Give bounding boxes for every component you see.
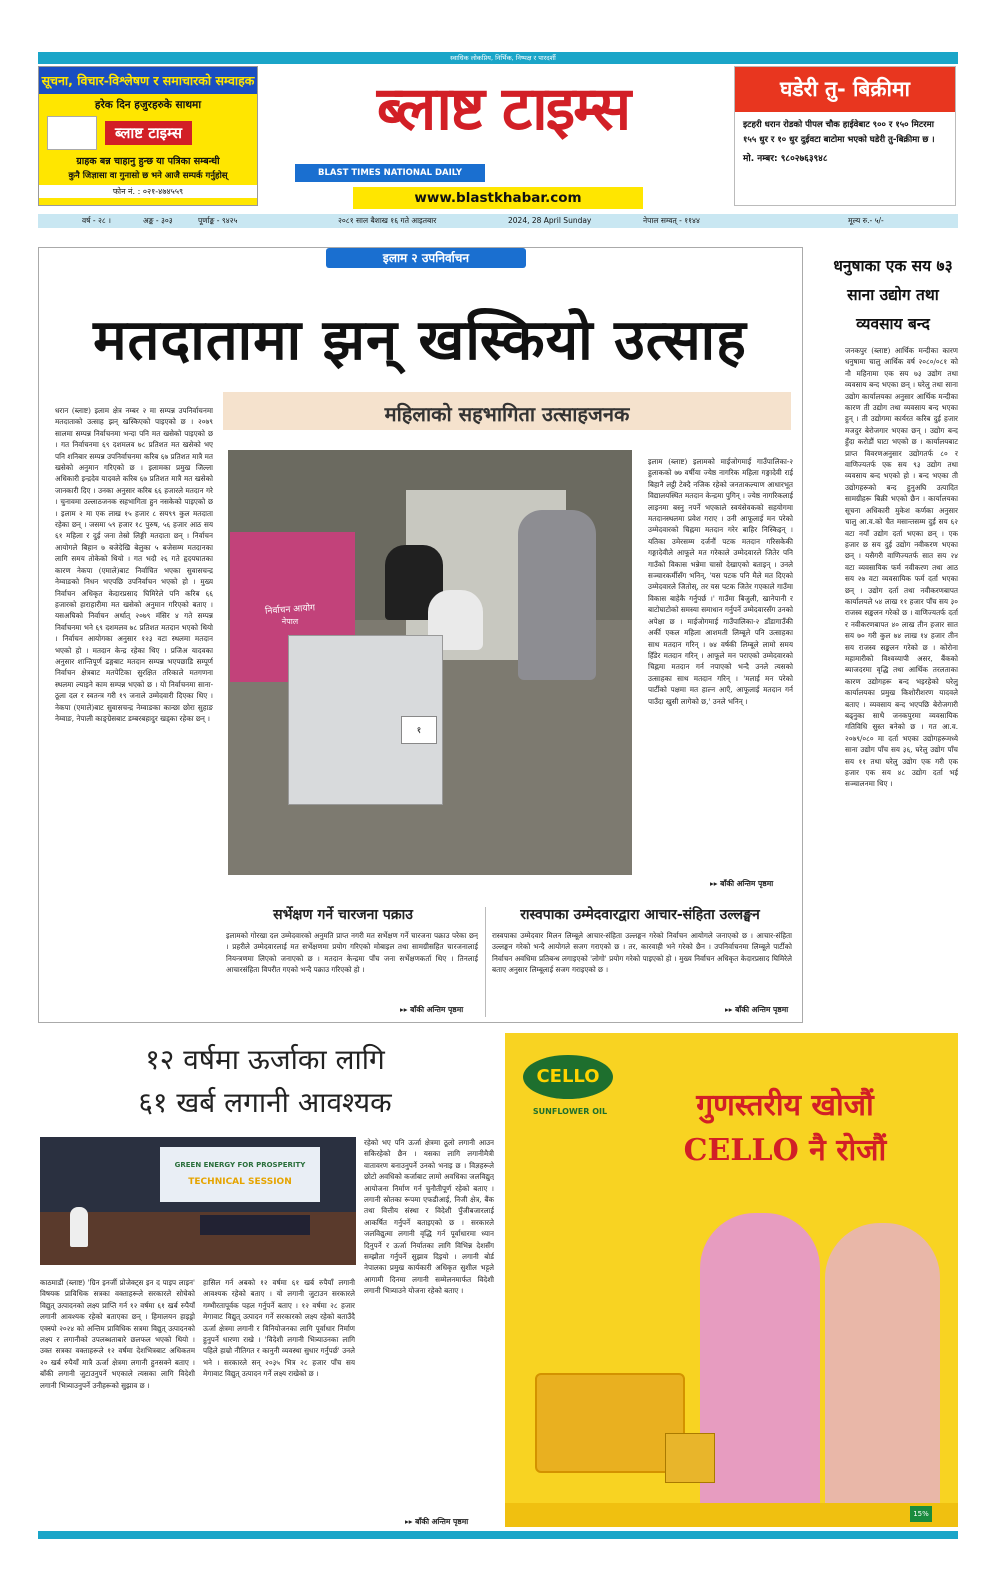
continued-link[interactable]: ▸▸ बाँकी अन्तिम पृष्ठमा xyxy=(725,1005,789,1014)
model-left xyxy=(700,1213,820,1513)
model-right xyxy=(825,1223,940,1513)
lead-article-body: धरान (ब्लाष्ट) इलाम क्षेत्र नम्बर २ मा सम्पन्न उपनिर्वाचनमा मतदाताको उत्साह झन् खस्किएको पाइएको छ । २०७९ सालमा सम्पन्न निर्वाचनमा भन्दा पनि मत खसेको पाइएको छ । गत निर्वाचनमा ६९ दशमलव ७८ प्रतिशत मत खसेको भए पनि शनिबार सम्पन्न उपनिर्वाचनमा करिब ६७ प्रतिशत मात्रै मत खसेको अनुमान गरिएको छ । इलामका प्रमुख जिल्ला अधिकारी इन्द्रदेव यादवले करिब ६७ प्रतिशत मात्रै मत खसेको जानकारी दिए । उनका अनुसार करिब ६६ हजारले मतदान गरे । चुनावमा उल्लाठजनक सहभागिता हुन नसकेको पाइएको छ । इलाम २ मा एक लाख १५ हजार ८ सय९९ कुल मतदाता रहेका छन् । जसमा ५९ हजार १८ पुरुष, ५६ हजार आठ सय ६१ महिला र दुई जना तेस्रो लिङ्गी मतदाता छन् । निर्वाचन आयोगले बिहान ७ बजेदेखि बेलुका ५ बजेसम्म मतदानका लागि समय तोकेको थियो । गत भदौ २६ गते हृदयघातका कारण नेकपा (एमाले)बाट निर्वाचित भएका सुवासचन्द्र नेम्वाङको निधन भएपछि उपनिर्वाचन भएको हो । मुख्य निर्वाचन अधिकृत केदारप्रसाद घिमिरेले पनि करिब ६६ हजारको हाराहारीमा मत खसेको अनुमान गरिएको बताए । यसअघिको निर्वाचन अर्थात् २०७९ मंसिर ४ गते सम्पन्न निर्वाचनमा भने ६९ दशमलव ७८ प्रतिशत मतदान भएको थियो । निर्वाचन आयोगका अनुसार १२३ वटा स्थलमा मतदान भएको हो । मतदान केन्द्र रहेका थिए । प्रजिअ यादवका अनुसार शान्तिपूर्ण ढङ्गबाट मतदान सम्पन्न भएपछाडि सम्पूर्ण निर्वाचन क्षेत्रबाट मतपेटिका सुरक्षित तरिकाले मतगणना स्थलमा ल्याइने काम सम्पन्न भएको छ । यो निर्वाचनमा साना-ठूला दल र स्वतन्त्र गरी १९ जनाले उम्मेदवारी दिएका थिए । नेकपा (एमाले)बाट सुवासचन्द्र नेम्वाङका कान्छा छोरा सुहाङ नेम्वाङ, नेपाली काङ्ग्रेसबाट डम्बरबहादुर खड्का रहेका छन् । xyxy=(55,406,213,723)
issue-info-bar xyxy=(38,214,958,228)
column-divider xyxy=(485,907,486,1017)
energy-article-col3: रहेको भए पनि ऊर्जा क्षेत्रमा ठूलो लगानी आउन सकिरहेको छैन । यसका लागि लगानीमैत्री वातावरण बनाउनुपर्ने उनको भनाइ छ । विज्ञहरूले छोटो अवधिको कर्जाबाट लामो अवधिका जलविद्युत् आयोजना निर्माण गर्न चुनौतीपूर्ण रहेको बताए । लगानी स्रोतका रूपमा एफडीआई, निजी क्षेत्र, बैंक तथा वित्तीय संस्था र विदेशी पुँजीबजारलाई आकर्षित गर्नुपर्ने बताइएको छ । सरकारले जलविद्युत्मा लगानी वृद्धि गर्न पूर्वाधारमा ध्यान दिनुपर्ने र ऊर्जा निर्यातका लागि विभिन्न देशसँग सम्झौता गर्नुपर्ने सुझाव दिइयो । लगानी बोर्ड नेपालका प्रमुख कार्यकारी अधिकृत सुशील भट्टले आगामी दिनमा लगानी सम्मेलनमार्फत विदेशी लगानी भित्र्याउने योजना रहेको बताए । xyxy=(364,1138,494,1296)
website-link[interactable]: www.blastkhabar.com xyxy=(353,187,643,209)
continued-link[interactable]: ▸▸ बाँकी अन्तिम पृष्ठमा xyxy=(400,1005,464,1014)
cello-logo: CELLO xyxy=(523,1055,613,1099)
volunteer-man xyxy=(518,510,596,680)
date-nepali: २०८१ साल बैशाख १६ गते आइतबार xyxy=(338,216,437,225)
ad-phone: मो. नम्बर: ९८०२७६३९४८ xyxy=(743,154,828,164)
color-bar-footer xyxy=(38,1531,958,1539)
energy-article-col1: काठमाडौं (ब्लाष्ट) 'ग्रिन इनर्जी प्रोजेक्ट्स इन द पाइप लाइन' विषयक प्राविधिक सत्रका वक्ताहरूले सरकारले सोचेको विद्युत् उत्पादनको लक्ष्य प्राप्ति गर्न १२ वर्षमा ६१ खर्ब रुपैयाँ लगानी आवश्यक रहेको बताएका छन् । हिमालयन हाइड्रो एक्स्पो २०२४ को अन्तिम प्राविधिक सत्रमा विद्युत् उत्पादनको लक्ष्य र लगानीको उपलब्धताबारे छलफल भएको थियो । उक्त सत्रका वक्ताहरूले १२ वर्षमा देशभित्रबाट अधिकतम २० खर्ब रुपैयाँ मात्रै ऊर्जा क्षेत्रमा लगानी हुनसक्ने बताए । बाँकी लगानी जुटाउनुपर्ने भएकाले त्यसका लागि विदेशी लगानी भित्र्याउनुपर्ने उनीहरूको सुझाव छ । xyxy=(40,1278,195,1390)
sub-story-body: इलामको गोरखा दल उम्मेदवारको अनुमति प्राप्त नगरी मत सर्भेक्षण गर्ने चारजना पक्राउ परेका छन् । प्रहरीले उम्मेदवारलाई मत सर्भेक्षणमा प्रयोग गरिएको मोबाइल तथा सामग्रीसहित चारजनालाई नियन्त्रणमा लिएको जनाएको छ । मतदान केन्द्रमा पाँच जना सर्भेक्षणकर्ता थिए । तिनलाई आचारसंहिता विपरीत गएको भन्दै पक्राउ गरिएको हो । xyxy=(226,931,478,975)
oil-tin xyxy=(665,1433,715,1483)
energy-headline-line: ६१ खर्ब लगानी आवश्यक xyxy=(138,1086,392,1119)
energy-article-col2: हासिल गर्न अबको १२ वर्षमा ६१ खर्ब रुपैयाँ लगानी आवश्यक रहेको बताए । यो लगानी जुटाउन सरकारले गम्भीरतापूर्वक पहल गर्नुपर्ने बताए । १२ वर्षमा २८ हजार मेगावाट विद्युत् उत्पादन गर्ने सरकारको लक्ष्य रहेको बताउँदै ऊर्जा क्षेत्रमा लगानी र विनियोजनका लागि पूर्वाधार निर्माण हुनुपर्ने धारणा राखे । 'विदेशी लगानी भित्र्याउनका लागि पहिले हाम्रो नीतिगत र कानुनी व्यवस्था सुधार गर्नुपर्छ' उनले भने । सरकारले सन् २०३५ भित्र २८ हजार पाँच सय मेगावाट विद्युत् उत्पादन गर्ने लक्ष्य राखेको छ । xyxy=(203,1278,355,1379)
masthead-tagline: स्वाधिक लोकप्रिय, निर्भिक, निष्पक्ष र पारदर्शी xyxy=(450,54,556,62)
story-kicker: इलाम २ उपनिर्वाचन xyxy=(326,248,526,268)
masthead-logo[interactable] xyxy=(283,66,723,216)
issue-full-number: पूर्णाङ्क - ९४२५ xyxy=(198,216,238,225)
sub-story-title[interactable]: रास्वपाका उम्मेदवारद्वारा आचार-संहिता उल्लङ्घन xyxy=(520,907,760,923)
oil-jar xyxy=(535,1373,685,1473)
cello-advertisement[interactable] xyxy=(505,1033,958,1527)
promo-phone: फोन नं. : ०२१-४७४५५९ xyxy=(39,185,257,198)
promo-line: हरेक दिन हजुरहरुके साथमा xyxy=(94,99,202,111)
promo-line: ग्राहक बन्न चाहानु हुन्छ या पत्रिका सम्बन्धी xyxy=(76,156,220,167)
lead-headline[interactable]: मतदातामा झन् खस्कियो उत्साह xyxy=(93,307,747,373)
energy-headline[interactable] xyxy=(40,1038,490,1124)
logo-text: ब्लाष्ट टाइम्स xyxy=(376,74,630,144)
subscription-promo[interactable] xyxy=(38,66,258,206)
cello-product: SUNFLOWER OIL xyxy=(532,1107,608,1116)
nepal-samvat: नेपाल सम्वत् - ११४४ xyxy=(643,216,700,225)
promo-title: सूचना, विचार-विश्लेषण र समाचारको सम्वाहक xyxy=(39,67,257,94)
energy-headline-line: १२ वर्षमा ऊर्जाका लागि xyxy=(145,1043,385,1076)
masthead-sub-label: BLAST TIMES NATIONAL DAILY xyxy=(295,164,485,182)
promo-line: कुनै जिज्ञासा वा गुनासो छ भने आजै सम्पर्क गर्नुहोस् xyxy=(68,171,228,181)
ad-slogan: गुणस्तरीय खोजौं xyxy=(696,1088,874,1123)
side-story-body: जनकपुर (ब्लाष्ट) आर्थिक मन्दीका कारण धनुषामा चालु आर्थिक वर्ष २०८०/०८१ को नौ महिनामा एक सय ७३ उद्योग तथा व्यवसाय बन्द भएका छन् । घरेलु तथा साना उद्योग कार्यालयका अनुसार आर्थिक मन्दीका कारण ती उद्योग तथा व्यवसाय बन्द भएका हुन् । ती उद्योगमा कार्यरत करिब दुई हजार मजदुर बेरोजगार भएका छन् । उद्योग बन्द हुँदा करोडौं घाटा भएको छ । कार्यालयबाट प्राप्त विवरणअनुसार उद्योगतर्फ ८० र वाणिज्यतर्फ एक सय ९३ उद्योग तथा व्यवसाय बन्द भएको हो । बन्द भएका ती उद्योगहरूको बन्द हुनुअघि उत्पादित सामग्रीहरू बिक्री भएको छैन । कार्यालयका सूचना अधिकारी मुकेश कर्णका अनुसार चालु आ.व.को चैत मसान्तसम्म दुई सय ६२ वटा नयाँ उद्योग दर्ता भएका छन् । एक हजार छ सय दुई उद्योग नवीकरण भएका छन् । यसैगरी वाणिज्यतर्फ सात सय २४ वटा व्यवसायिक फर्म नवीकरण तथा आठ सय २७ वटा व्यवसायिक फर्म दर्ता भएका छन् । उद्योग दर्ता तथा नवीकरणबापत कार्यालयले ५४ लाख ११ हजार पाँच सय ३० राजस्व सङ्कलन गरेको छ । वाणिज्यतर्फ दर्ता र नवीकरणबापत ४० लाख तीन हजार सात सय ७० गरी कुल ७४ लाख १४ हजार तीन सय राजस्व सङ्कलन गरेको छ । कोरोना महामारीको विश्वव्यापी असर, बैंकको ब्याजदरमा वृद्धि तथा आर्थिक तरलताका कारण उद्योगहरू बन्द भइरहेको घरेलु कार्यालयका प्रमुख किशोरीशरण यादवले बताए । व्यवसाय बन्द भएपछि बेरोजगारी बढ्नुका साथै जनकपुरमा व्यवसायिक गतिविधि सुस्त बनेको छ । गत आ.व. २०७९/०८० मा दर्ता भएका उद्योगहरूमध्ये साना उद्योग पाँच सय ३६, घरेलु उद्योग पाँच सय ११ तथा घरेलु उद्योग एक गरी एक हजार एक सय ४८ उद्योग दर्ता भई सञ्चालनमा थिए । xyxy=(845,346,958,789)
polling-station-photo xyxy=(228,450,632,875)
price: मूल्य रु.- ५/- xyxy=(848,216,884,225)
ad-title: घडेरी तु- बिक्रीमा xyxy=(735,67,955,112)
classified-ad[interactable] xyxy=(734,66,956,206)
offer-badge: 15% xyxy=(910,1506,932,1522)
ad-slogan: CELLO नै रोजौं xyxy=(683,1133,887,1168)
screen-label: निर्वाचन आयोग xyxy=(264,603,316,617)
side-story-headline[interactable]: धनुषाका एक सय ७३ साना उद्योग तथा व्यवसाय बन्द xyxy=(833,256,953,333)
issue-year: वर्ष - २८ । xyxy=(82,216,112,225)
continued-link[interactable]: ▸▸ बाँकी अन्तिम पृष्ठमा xyxy=(710,879,774,888)
date-english: 2024, 28 April Sunday xyxy=(508,216,592,225)
banner-text: TECHNICAL SESSION xyxy=(188,1177,292,1187)
newspaper-icon xyxy=(47,116,97,150)
sub-story-title[interactable]: सर्भेक्षण गर्ने चारजना पक्राउ xyxy=(273,907,413,923)
lead-subhead: महिलाको सहभागिता उत्साहजनक xyxy=(384,402,630,426)
conference-photo xyxy=(40,1137,356,1265)
ballot-box: १ xyxy=(288,635,443,805)
women-participation-article: इलाम (ब्लाष्ट) इलामको माईजोगमाई गाउँपालिका-२ हुलाकको ७७ वर्षीया ज्येष्ठ नागरिक महिला गङ्गादेवी राई बिहानै लट्ठी टेक्दै नजिक रहेको जनताकल्याण आधारभूत विद्यालयस्थित मतदान केन्द्रमा पुगिन् । ज्येष्ठ नागरिकलाई लाइनमा बस्नु नपर्ने भएकाले स्वयंसेवकको सहयोगमा मतदानस्थलमा प्रवेश गराए । उनी आफूलाई मन परेको उम्मेदवारको चिह्नमा मतदान गरेर बाहिर निस्किइन् । यतिका उमेरसम्म दर्जनौं पटक मतदान गरिसकेकी गङ्गादेवीले आफूले मत गरेकाले उम्मेदवारले जितेर पनि गाउँको विकास भन्नेमा चासो देखाएको बताइन् । उनले सञ्चारकर्मीसँग भनिन्, 'यस पटक पनि मैले मत दिएको उम्मेदवारले जितोस्, तर यस पटक जितेर गएकाले गाउँमा विकास बाहेकै गर्नुपर्छ ।' गाउँमा बिजुली, खानेपानी र बाटोघाटोको समस्या समाधान गर्नुपर्ने उम्मेदवारसँग उनको अपेक्षा छ । माईजोगमाई गाउँपालिका-२ डाँडागाउँकी अर्की एकल महिला आशमती लिम्बूले पनि उत्साहका साथ मतदान गरिन् । ७४ वर्षकी लिम्बूले लामो समय हिँडेर मतदान गरिन् । आफूले मन पराएको उम्मेदवारको चिह्नमा मतदान गर्न नपाएको भन्दै उनले त्यसको उत्साहका साथ मतदान गरिन् । 'मलाई मन परेको पार्टीको पक्षमा मत हाल्न आएँ, आफूलाई मतदान गर्न पाउँदा खुसी लागेको छ,' उनले भनिन् । xyxy=(648,457,793,706)
screen-label: नेपाल xyxy=(281,617,299,626)
promo-brand: ब्लाष्ट टाइम्स xyxy=(105,121,192,145)
banner-text: GREEN ENERGY FOR PROSPERITY xyxy=(174,1161,306,1169)
sub-story-body: रास्वपाका उम्मेदवार मिलन लिम्बूले आचार-संहिता उल्लङ्घन गरेको निर्वाचन आयोगले जनाएको छ । आचार-संहिता उल्लङ्घन गरेको भन्दै आयोगले सजग गराएको छ । तर, कारवाही भने गरेको छैन । उपनिर्वाचनमा लिम्बूले पार्टीको निर्वाचन अवधिमा प्रतिबन्ध लगाइएको 'लोगो' प्रयोग गरेको पाइएको हो । मुख्य निर्वाचन अधिकृत केदारप्रसाद घिमिरेले बताए अनुसार लिम्बूलाई सजग गराइएको छ । xyxy=(492,931,792,975)
stage-banner xyxy=(160,1147,320,1202)
continued-link[interactable]: ▸▸ बाँकी अन्तिम पृष्ठमा xyxy=(405,1517,469,1526)
issue-number: अङ्क - ३०३ xyxy=(143,216,173,225)
ad-body: इटहरी धरान रोडको पीपल चौक हाईवेबाट ९०० र १५० मिटरमा १५५ धुर र १० धुर दुईवटा बाटोमा भएको घडेरी तु-बिक्रीमा छ । xyxy=(743,120,935,145)
